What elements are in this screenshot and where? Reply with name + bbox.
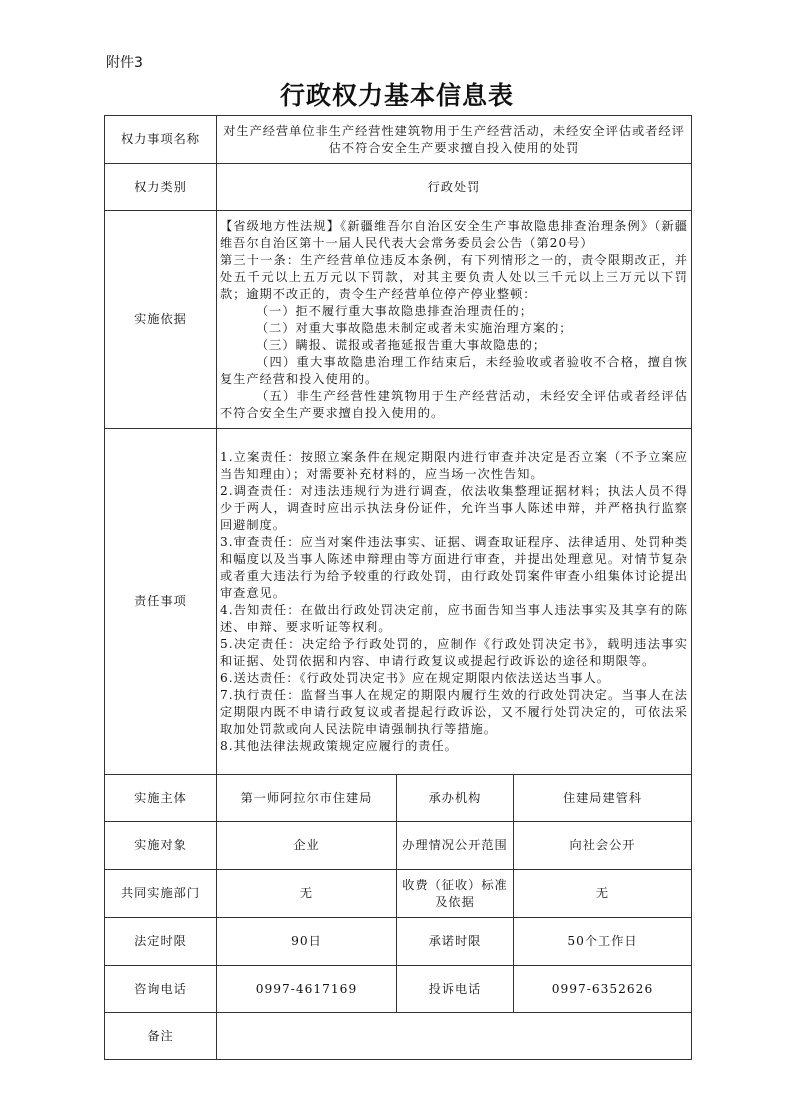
responsibility-item: 3.审查责任：应当对案件违法事实、证据、调查取证程序、法律适用、处罚种类和幅度以及当事人陈述申辩理由等方面进行审查，并提出处理意见。对情节复杂或者重大违法行为给予较重的行政处罚，由行政处罚案件审查小组集体讨论提出审查意见。	[220, 534, 688, 600]
row-joint	[105, 870, 692, 918]
legal-time-value: 90日	[217, 918, 397, 966]
basis-line: （三）瞒报、谎报或者拖延报告重大事故隐患的；	[256, 337, 547, 352]
joint-value: 无	[217, 870, 397, 918]
responsibility-item: 6.送达责任：《行政处罚决定书》应在规定期限内依法送达当事人。	[220, 670, 610, 685]
row-basis	[105, 211, 692, 429]
category-value: 行政处罚	[217, 164, 692, 211]
page-title: 行政权力基本信息表	[279, 81, 514, 110]
basis-label: 实施依据	[105, 211, 217, 429]
responsibility-value	[217, 429, 692, 775]
disclosure-label: 办理情况公开范围	[397, 822, 514, 870]
responsibility-item: 2.调查责任：对违法违规行为进行调查，依法收集整理证据材料；执法人员不得少于两人，调查时应出示执法身份证件，允许当事人陈述申辩，并严格执行监察回避制度。	[220, 483, 688, 532]
target-value: 企业	[217, 822, 397, 870]
name-value: 对生产经营单位非生产经营性建筑物用于生产经营活动，未经安全评估或者经评估不符合安全生产要求擅自投入使用的处罚	[217, 116, 692, 164]
responsibility-item: 7.执行责任：监督当事人在规定的期限内履行生效的行政处罚决定。当事人在法定期限内既不申请行政复议或者提起行政诉讼，又不履行处罚决定的，可依法采取加处罚款或向人民法院申请强制执行等措施。	[220, 687, 688, 736]
responsibility-item: 5.决定责任：决定给予行政处罚的，应制作《行政处罚决定书》，载明违法事实和证据、处罚依据和内容、申请行政复议或提起行政诉讼的途径和期限等。	[220, 636, 688, 668]
complaint-phone-value: 0997-6352626	[514, 966, 692, 1013]
subject-label: 实施主体	[105, 775, 217, 822]
target-label: 实施对象	[105, 822, 217, 870]
row-time	[105, 918, 692, 966]
category-label: 权力类别	[105, 164, 217, 211]
responsibility-item: 8.其他法律法规政策规定应履行的责任。	[220, 738, 458, 753]
responsibility-label: 责任事项	[105, 429, 217, 775]
row-target	[105, 822, 692, 870]
responsibility-item: 4.告知责任：在做出行政处罚决定前，应书面告知当事人违法事实及其享有的陈述、申辩、要求听证等权利。	[220, 602, 688, 634]
joint-label: 共同实施部门	[105, 870, 217, 918]
fee-value: 无	[514, 870, 692, 918]
remark-value	[217, 1013, 692, 1060]
basis-line: 第三十一条：生产经营单位违反本条例，有下列情形之一的，责令限期改正，并处五千元以上五万元以下罚款，对其主要负责人处以三千元以上三万元以下罚款；逾期不改正的，责令生产经营单位停产停业整顿：	[220, 252, 688, 301]
agency-label: 承办机构	[397, 775, 514, 822]
row-responsibility	[105, 429, 692, 775]
responsibility-item: 1.立案责任：按照立案条件在规定期限内进行审查并决定是否立案（不予立案应当告知理由）；对需要补充材料的，应当场一次性告知。	[220, 449, 688, 481]
disclosure-value: 向社会公开	[514, 822, 692, 870]
basis-value	[217, 211, 692, 429]
row-category	[105, 164, 692, 211]
info-table	[104, 115, 692, 1060]
attachment-label: 附件3	[106, 55, 143, 71]
legal-time-label: 法定时限	[105, 918, 217, 966]
basis-line: （二）对重大事故隐患未制定或者未实施治理方案的；	[256, 320, 573, 335]
agency-value: 住建局建管科	[514, 775, 692, 822]
consult-phone-value: 0997-4617169	[217, 966, 397, 1013]
consult-phone-label: 咨询电话	[105, 966, 217, 1013]
row-subject	[105, 775, 692, 822]
promise-time-value: 50个工作日	[514, 918, 692, 966]
row-remark	[105, 1013, 692, 1060]
basis-line: （一）拒不履行重大事故隐患排查治理责任的；	[256, 303, 533, 318]
name-label: 权力事项名称	[105, 116, 217, 164]
complaint-phone-label: 投诉电话	[397, 966, 514, 1013]
row-phone	[105, 966, 692, 1013]
basis-line: （四）重大事故隐患治理工作结束后，未经验收或者验收不合格，擅自恢复生产经营和投入使用的。	[220, 354, 688, 386]
subject-value: 第一师阿拉尔市住建局	[217, 775, 397, 822]
row-name	[105, 116, 692, 164]
basis-line: （五）非生产经营性建筑物用于生产经营活动，未经安全评估或者经评估不符合安全生产要求擅自投入使用的。	[220, 388, 688, 420]
promise-time-label: 承诺时限	[397, 918, 514, 966]
fee-label: 收费（征收）标准及依据	[397, 870, 514, 918]
remark-label: 备注	[105, 1013, 217, 1060]
basis-line: 【省级地方性法规】《新疆维吾尔自治区安全生产事故隐患排查治理条例》（新疆维吾尔自治区第十一届人民代表大会常务委员会公告（第20号）	[220, 218, 688, 250]
